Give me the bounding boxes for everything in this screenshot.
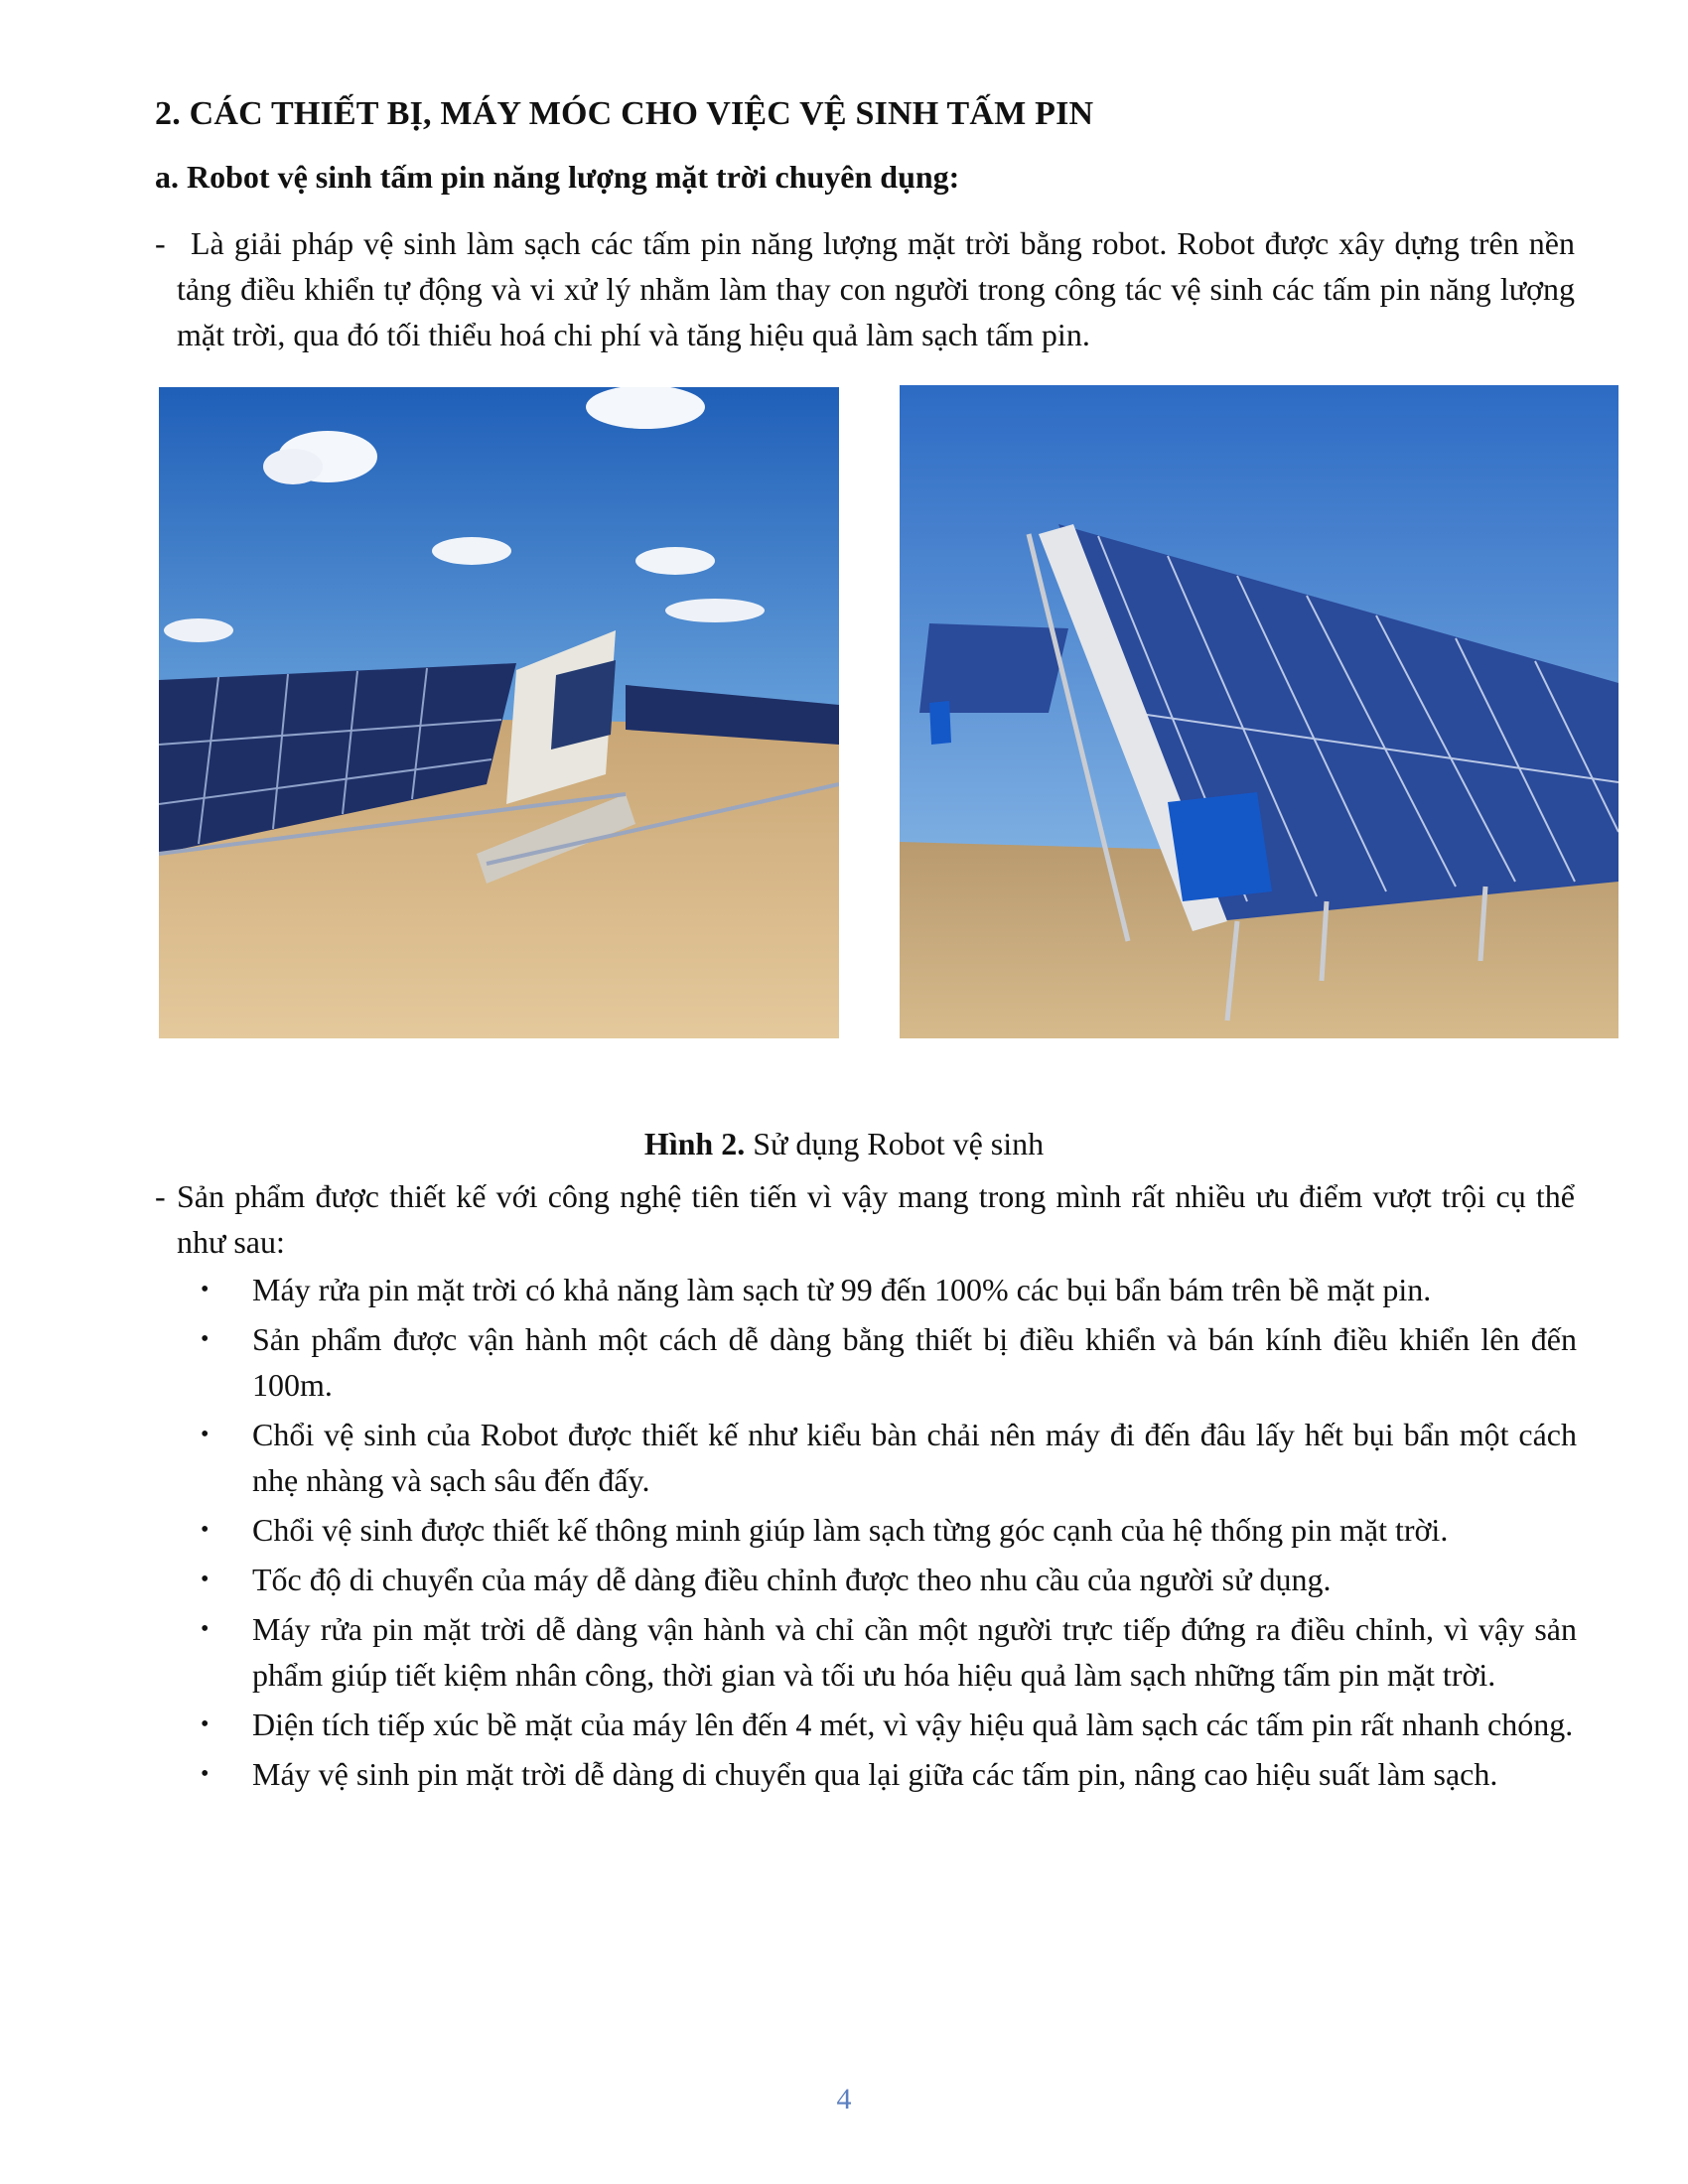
list-item	[197, 1316, 1577, 1408]
list-item	[197, 1751, 1577, 1797]
photo-robot-field	[159, 387, 839, 1038]
intro-paragraph	[155, 220, 1575, 357]
products-intro-paragraph	[155, 1173, 1575, 1265]
list-item-text: Máy rửa pin mặt trời có khả năng làm sạch từ 99 đến 100% các bụi bẩn bám trên bề mặt pin.	[252, 1272, 1432, 1307]
page-number: 4	[836, 2083, 852, 2116]
photo-robot-closeup	[900, 385, 1618, 1038]
dash-marker: -	[155, 225, 166, 261]
figure-label: Hình 2.	[643, 1126, 746, 1161]
list-item-text: Diện tích tiếp xúc bề mặt của máy lên đến 4 mét, vì vậy hiệu quả làm sạch các tấm pin rất nhanh chóng.	[252, 1706, 1574, 1742]
list-item-text: Chổi vệ sinh của Robot được thiết kế như kiểu bàn chải nên máy đi đến đâu lấy hết bụi bẩn một cách nhẹ nhàng và sạch sâu đến đấy.	[252, 1417, 1577, 1498]
list-item-text: Tốc độ di chuyển của máy dễ dàng điều chỉnh được theo nhu cầu của người sử dụng.	[252, 1562, 1332, 1597]
bullet-icon: •	[201, 1517, 210, 1543]
bullet-icon: •	[201, 1567, 210, 1592]
bullet-icon: •	[201, 1616, 210, 1642]
bullet-icon: •	[201, 1277, 210, 1302]
section-heading: 2. CÁC THIẾT BỊ, MÁY MÓC CHO VIỆC VỆ SINH TẤM PIN	[155, 95, 1094, 132]
list-item	[197, 1507, 1577, 1553]
list-item-text: Máy rửa pin mặt trời dễ dàng vận hành và chỉ cần một người trực tiếp đứng ra điều chỉnh, vì vậy sản phẩm giúp tiết kiệm nhân công, thời gian và tối ưu hóa hiệu quả làm sạch những tấm pin mặt trời.	[252, 1611, 1577, 1693]
list-item	[197, 1267, 1577, 1312]
advantages-list	[197, 1267, 1577, 1801]
list-item	[197, 1702, 1577, 1747]
list-item-text: Chổi vệ sinh được thiết kế thông minh giúp làm sạch từng góc cạnh của hệ thống pin mặt trời.	[252, 1512, 1449, 1548]
bullet-icon: •	[201, 1761, 210, 1787]
list-item	[197, 1606, 1577, 1698]
bullet-icon: •	[201, 1422, 210, 1447]
bullet-icon: •	[201, 1711, 210, 1737]
figure-text: Sử dụng Robot vệ sinh	[745, 1126, 1045, 1161]
list-item	[197, 1557, 1577, 1602]
list-item-text: Sản phẩm được vận hành một cách dễ dàng bằng thiết bị điều khiển và bán kính điều khiển lên đến 100m.	[252, 1321, 1577, 1403]
intro-text: Là giải pháp vệ sinh làm sạch các tấm pin năng lượng mặt trời bằng robot. Robot được xây dựng trên nền tảng điều khiển tự động và vi xử lý nhằm làm thay con người trong công tác vệ sinh các tấm pin năng lượng mặt trời, qua đó tối thiểu hoá chi phí và tăng hiệu quả làm sạch tấm pin.	[177, 225, 1575, 352]
bullet-icon: •	[201, 1326, 210, 1352]
dash-marker: -	[155, 1178, 166, 1214]
products-intro-text: Sản phẩm được thiết kế với công nghệ tiên tiến vì vậy mang trong mình rất nhiều ưu điểm vượt trội cụ thể như sau:	[177, 1178, 1575, 1260]
figure-caption	[0, 1126, 1688, 1162]
list-item	[197, 1412, 1577, 1503]
subheading: a. Robot vệ sinh tấm pin năng lượng mặt trời chuyên dụng:	[155, 159, 960, 195]
list-item-text: Máy vệ sinh pin mặt trời dễ dàng di chuyển qua lại giữa các tấm pin, nâng cao hiệu suất làm sạch.	[252, 1756, 1498, 1792]
